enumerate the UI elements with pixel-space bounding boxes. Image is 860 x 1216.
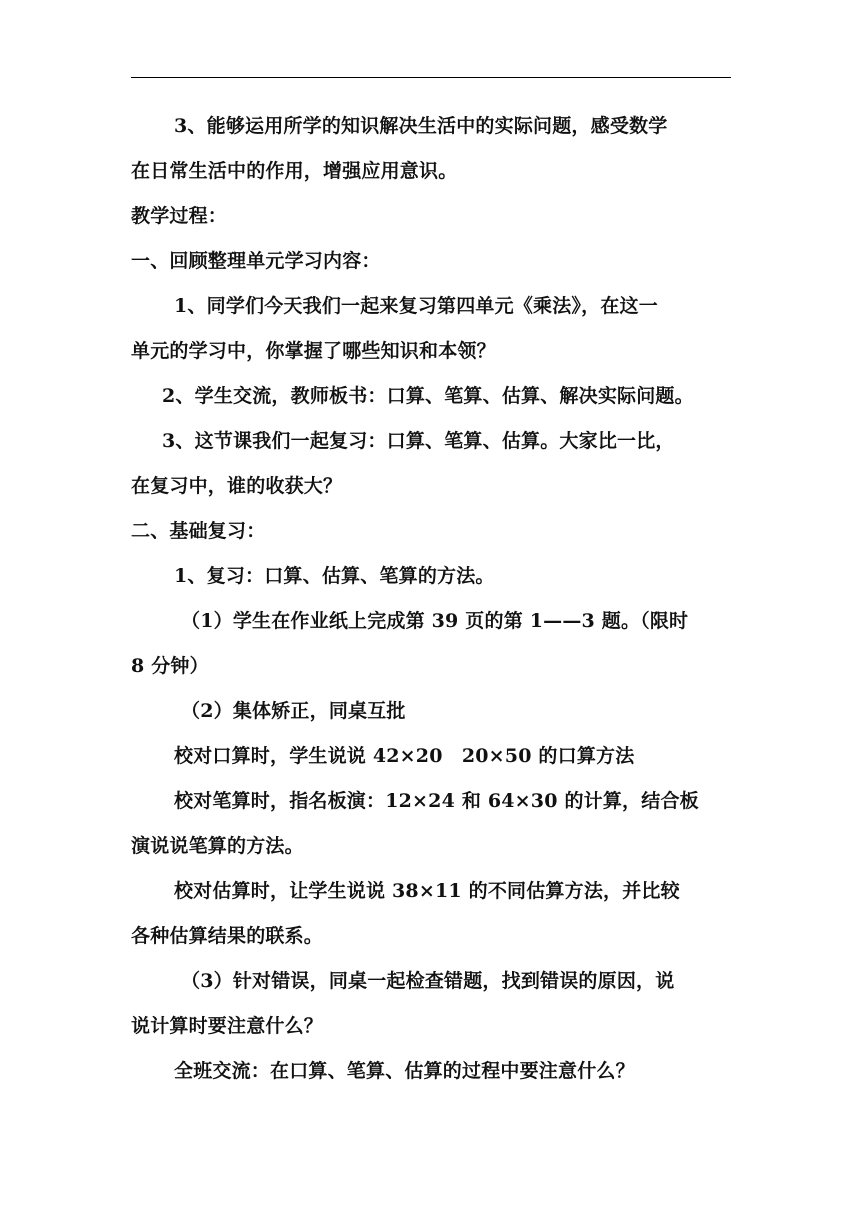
paragraph-line: 说计算时要注意什么？ (131, 1015, 324, 1037)
paragraph-line: 单元的学习中，你掌握了哪些知识和本领？ (131, 340, 496, 362)
review-item-1 (131, 284, 731, 374)
paragraph-line: （2）集体矫正，同桌互批 (181, 700, 406, 722)
step-2 (131, 689, 731, 734)
paragraph-line: 二、基础复习： (131, 520, 266, 542)
paragraph-line: 演说说笔算的方法。 (131, 835, 304, 857)
class-discussion (131, 1049, 731, 1094)
review-item-2 (131, 374, 731, 419)
step-1 (131, 599, 731, 689)
paragraph-line: 校对估算时，让学生说说 38×11 的不同估算方法，并比较 (174, 880, 680, 902)
section-heading-review (131, 239, 731, 284)
paragraph-line: 一、回顾整理单元学习内容： (131, 250, 381, 272)
header-rule (131, 77, 731, 78)
paragraph-line: （3）针对错误，同桌一起检查错题，找到错误的原因，说 (181, 970, 675, 992)
paragraph-line: 教学过程： (131, 205, 228, 227)
paragraph-line: 校对笔算时，指名板演：12×24 和 64×30 的计算，结合板 (174, 790, 699, 812)
paragraph-line: 8 分钟） (131, 655, 209, 677)
check-estimation (131, 869, 731, 959)
paragraph-line: 2、学生交流，教师板书：口算、笔算、估算、解决实际问题。 (162, 385, 694, 407)
paragraph-line: 在复习中，谁的收获大？ (131, 475, 343, 497)
paragraph-line: 各种估算结果的联系。 (131, 925, 324, 947)
paragraph-line: 1、复习：口算、估算、笔算的方法。 (174, 565, 495, 587)
paragraph-line: 3、这节课我们一起复习：口算、笔算、估算。大家比一比， (162, 430, 675, 452)
check-written-calc (131, 779, 731, 869)
paragraph-line: 在日常生活中的作用，增强应用意识。 (131, 160, 458, 182)
section-heading-teaching-process (131, 194, 731, 239)
paragraph-line: 3、能够运用所学的知识解决生活中的实际问题，感受数学 (174, 115, 668, 137)
section-heading-basic-review (131, 509, 731, 554)
review-item-3 (131, 419, 731, 509)
paragraph-line: 全班交流：在口算、笔算、估算的过程中要注意什么？ (174, 1060, 635, 1082)
check-mental-calc (131, 734, 731, 779)
paragraph-line: 校对口算时，学生说说 42×20 20×50 的口算方法 (174, 745, 635, 767)
paragraph-line: 1、同学们今天我们一起来复习第四单元《乘法》，在这一 (174, 295, 658, 317)
basic-review-item-1 (131, 554, 731, 599)
objective-3 (131, 104, 731, 194)
step-3 (131, 959, 731, 1049)
paragraph-line: （1）学生在作业纸上完成第 39 页的第 1——3 题。（限时 (181, 610, 689, 632)
